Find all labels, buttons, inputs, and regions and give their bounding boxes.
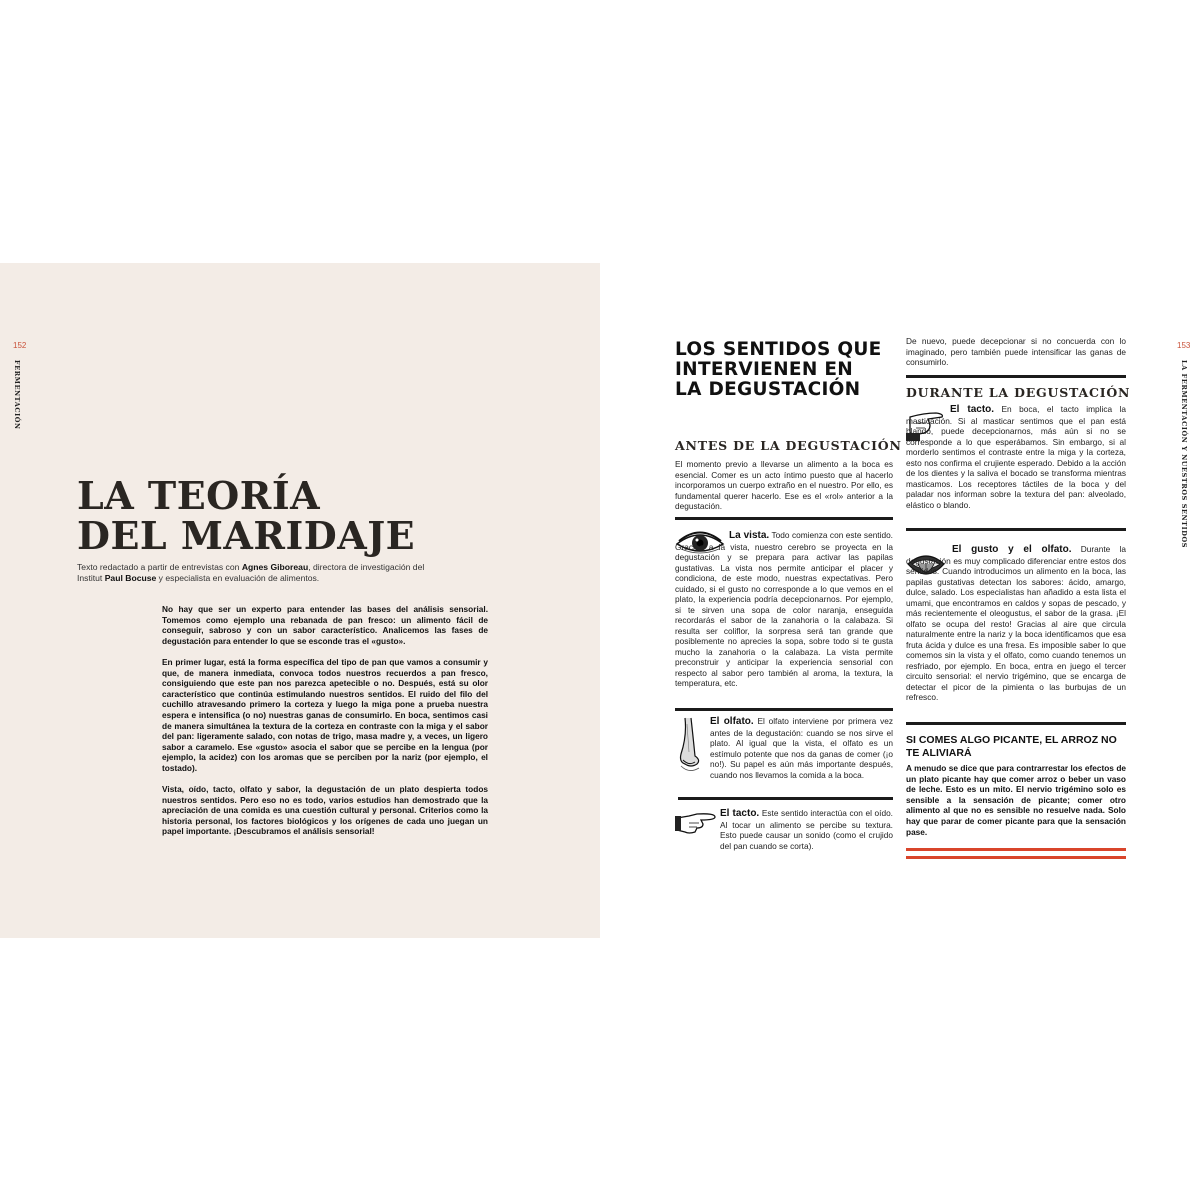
running-head-left: FERMENTACIÓN	[13, 360, 21, 430]
divider	[675, 708, 893, 711]
byline-suffix: y especialista en evaluación de alimentos.	[156, 573, 320, 583]
section-title	[675, 340, 882, 400]
tacto-durante-text: En boca, el tacto implica la masticación. Si al masticar sentimos que el pan está blando, puede decepcionarnos, más aún si no se corresponde a lo que esperábamos. Sin embargo, si al morderlo sentimos el contraste entre la miga y la corteza, esto nos confirma el crujiente esperado. Debido a la acción de los dientes y la saliva el bocado se transforma mientras masticamos. Los receptores táctiles de la boca y del paladar nos informan sobre la textura del pan: alveolado, elástico o blando.	[906, 404, 1126, 510]
nose-icon	[677, 716, 703, 774]
antes-text	[675, 459, 893, 512]
section-title-line: INTERVIENEN EN	[675, 359, 854, 380]
byline-prefix: Texto redactado a partir de entrevistas con	[77, 562, 242, 572]
tacto-antes-block	[720, 808, 893, 851]
intro-paragraph: No hay que ser un experto para entender las bases del análisis sensorial. Tomemos como ejemplo una rebanada de pan fresco: un alimento fácil de conseguir, sabroso y con un sabor característico. Analicemos las fases de degustación para entender lo que se esconde tras el «gusto».	[162, 604, 488, 646]
section-title-line: LOS SENTIDOS QUE	[675, 339, 882, 360]
intro-paragraph: Vista, oído, tacto, olfato y sabor, la degustación de un plato despierta todos nuestros sentidos. Pero eso no es todo, varios estudios han demostrado que la apreciación de una comida es una cuestión cultural y personal. Criterios como la historia personal, los factores biológicos y los orígenes de cada uno juegan un papel importante. ¡Descubramos el análisis sensorial!	[162, 784, 488, 837]
gusto-text: Durante la degustación es muy complicado diferenciar entre estos dos sentidos. Cuando introducimos un alimento en la boca, las papilas gustativas detectan los sabores: ácido, amargo, dulce, salado. Los especialistas han añadido a esta lista el umami, que encontramos en caldos y sopas de pescado, y más recientemente el oleogustus, el sabor de la grasa. ¡El olfato se ocupa del resto! Gracias al aire que circula naturalmente entre la nariz y la boca identificamos que esa fruta ácida y dulce es una fresa. Es imposible saber lo que comemos sin la vista y el olfato, como cuando tenemos un resfriado, por ejemplo. En boca, entra en juego el tercer circuito sensorial: el nervio trigémino, que se encarga de detectar el picor de la pimienta o las burbujas de un refresco.	[906, 544, 1126, 702]
olfato-lead: El olfato.	[710, 716, 754, 727]
byline-name-bocuse: Paul Bocuse	[104, 573, 157, 583]
heading-antes: ANTES DE LA DEGUSTACIÓN	[675, 438, 902, 453]
divider	[906, 528, 1126, 531]
pointing-hand-icon	[675, 810, 717, 836]
running-head-right: LA FERMENTACIÓN Y NUESTROS SENTIDOS	[1180, 360, 1188, 549]
divider	[906, 375, 1126, 378]
title-line-2: DEL MARIDAJE	[77, 513, 416, 558]
page-number-right: 153	[1177, 341, 1191, 350]
heading-durante: DURANTE LA DEGUSTACIÓN	[906, 385, 1131, 400]
col2-intro-text: De nuevo, puede decepcionar si no concuerda con lo imaginado, pero también puede intensificar las ganas de consumirlo.	[906, 336, 1126, 367]
accent-rule	[906, 848, 1126, 851]
byline-middle: , directora de investigación del Institut	[77, 562, 425, 583]
page-title	[77, 473, 416, 558]
intro-text	[162, 604, 488, 848]
tacto-antes-text: Este sentido interactúa con el oído. Al tocar un alimento se percibe su textura. Esto puede causar un sonido (como el crujido del pan cuando se corta).	[720, 808, 893, 851]
section-title-line: LA DEGUSTACIÓN	[675, 379, 861, 400]
picante-text: A menudo se dice que para contrarrestar los efectos de un plato picante hay que comer arroz o beber un vaso de leche. Esto es un mito. El nervio trigémino solo es sensible a la sensación de picante; comer otro alimento al que no es sensible no resuelve nada. Solo hay que parar de comer picante para que la sensación pase.	[906, 763, 1126, 837]
divider	[678, 797, 893, 800]
antes-paragraph: El momento previo a llevarse un alimento a la boca es esencial. Comer es un acto íntimo puesto que al hacerlo incorporamos un cuerpo extraño en el nuestro. Por ello, es fundamental querer hacerlo. Ese es el «rol» anterior a la degustación.	[675, 459, 893, 511]
byline-name-giboreau: Agnes Giboreau	[241, 562, 309, 572]
col2-intro	[906, 336, 1126, 368]
olfato-text: El olfato interviene por primera vez antes de la degustación: cuando se nos sirve el plato. Al igual que la vista, el olfato es un estímulo potente que nos da ganas de comer (¡o no!). Su papel es aún más importante después, cuando nos llevamos la comida a la boca.	[710, 716, 893, 780]
intro-paragraph: En primer lugar, está la forma específica del tipo de pan que vamos a consumir y que, de manera inmediata, convoca todos nuestros recuerdos a pan fresco, consiguiendo que este pan nos parezca apetecible o no. Después, está su olor característico que continúa estimulando nuestros sentidos. El ruido del filo del cuchillo atravesando primero la corteza y luego la miga pone a prueba nuestra espera e intensifica (o no) nuestras ganas de consumirlo. En boca, sentimos casi de manera simultánea la textura de la corteza en contraste con la miga y el sabor del pan: ligeramente salado, con notas de trigo, masa madre y, a veces, un ligero sabor a caramelo. Ese «gusto» asocia el sabor que se percibe en la lengua (por ejemplo, la acidez) con los aromas que se perciben por la nariz (por ejemplo, el tostado).	[162, 656, 488, 773]
byline	[77, 562, 447, 584]
title-line-1: LA TEORÍA	[77, 473, 321, 518]
tacto-antes-lead: El tacto.	[720, 808, 760, 819]
tacto-durante-lead: El tacto.	[950, 404, 995, 415]
picante-title: SI COMES ALGO PICANTE, EL ARROZ NO TE ALIVIARÁ	[906, 734, 1117, 759]
accent-rule	[906, 856, 1126, 859]
olfato-block	[710, 716, 893, 780]
page-number-left: 152	[13, 341, 27, 350]
tacto-durante-block	[906, 404, 1126, 510]
gusto-lead: El gusto y el olfato.	[952, 544, 1072, 555]
vista-text: Todo comienza con este sentido. Gracias a la vista, nuestro cerebro se proyecta en la degustación y se prepara para activar las papilas gustativas. La vista nos permite anticipar el placer y condiciona, de este modo, nuestras expectativas. Pero cuidado, si el gusto no corresponde a lo que vemos en el plato, la experiencia podría decepcionarnos. Por ejemplo, si te sirven una sopa de color naranja, enseguida recordarás el sabor de la zanahoria o la calabaza. Si resulta ser coliflor, la sorpresa será tan grande que posiblemente no aprecies la sopa, sobre todo si te gusta mucho la zanahoria o la calabaza. La vista permite preconstruir y anticipar la experiencia sensorial con respecto al sabor pero también al aroma, la textura, la temperatura, etc.	[675, 530, 893, 688]
vista-lead: La vista.	[729, 530, 770, 541]
gusto-block	[906, 544, 1126, 703]
vista-block	[675, 530, 893, 689]
divider	[906, 722, 1126, 725]
divider	[675, 517, 893, 520]
